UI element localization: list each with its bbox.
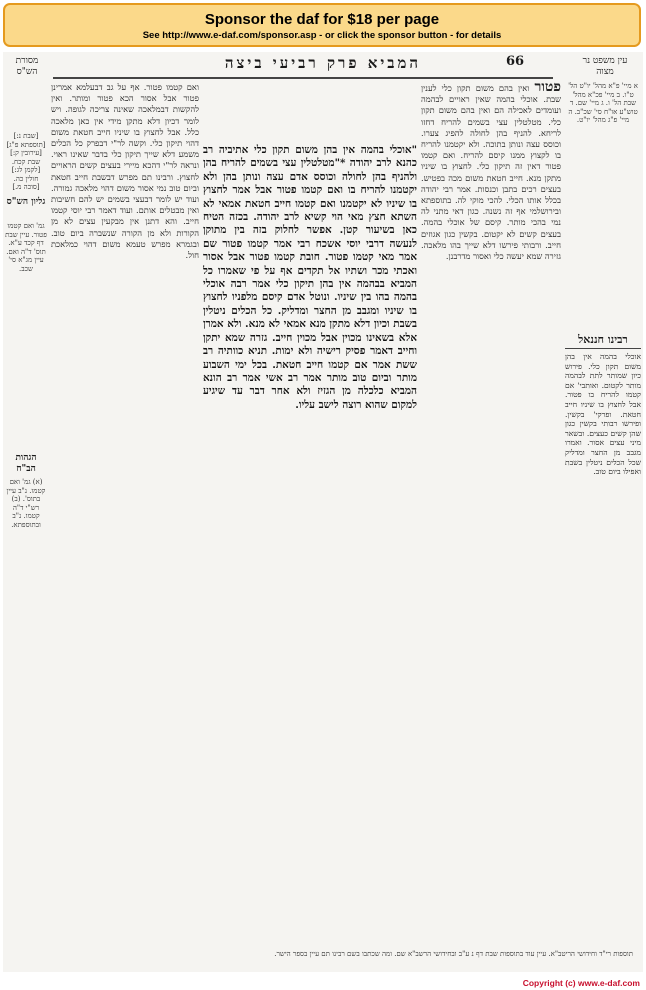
rabbeinu-chananel-heading: רבינו חננאל — [578, 333, 628, 346]
ein-mishpat-heading: עין משפט נר מצוה — [582, 56, 628, 77]
rashi-text: ואין בהם משום תקון כלי לענין שבת. אוכלי בהמה שאין ראויים לבהמה ועומדים לאכילה הם ואין בהם משום תקון כלי. מטלטלין עצי בשמים להריח דחזו לריחא. להניף בהן לחולה להפיג צערו. וכוסס עצה ונותן בתוכה. ולא יקטמנו להריח בו לקצוץ ממנו קיסם להריח. ואם קטמו פטור דאין זה תיקון כלי. לחצוץ בו שיניו מתקן מנא. חייב חטאת משום מכה בפטיש. בעצים רכים בתבן וכנסות. אמר רבי יהודה בכלל אותו הכלי. להכי מוקי לה. בתוספתא ובירושלמי אף זה נשנה. כגון דאי מתני לה נמי בהכי מותר. קיסם של אוכלי בהמה. בעצים קשים לא יקטום. בקשין כגון אגוזים חייב. ורבותי פירשו דלא שייך בהו מלאכה. גזירה שמא יעשה כלי ואסור מדרבנן. — [421, 83, 561, 262]
gemara-column: "אוכלי בהמה אין בהן משום תקון כלי אתיביה רב כהנא לרב יהודה *"מטלטלין עצי בשמים להריח בהן ולהניף בהן לחולה וכוסס אדם עצה ונותן בהן ולא יקטמנו להריח בו ואם קטמו פטור אבל אמר לחצוץ בו שיניו לא יקטמנו ואם קטמו חייב חטאת אמאי לא השתא חצץ מאי הוי קשיא לרב יהודה. בכזה הטיח כאן בשיעור קטן. אפשר לחלוק בזה בין מתוקן לנעשה דרבי יוסי אשכח רבי אמר קטמו פטור שם אמר מאי קטמו פטור. חובת קטמו פטור אבל אסור ואכתי מכר ושתיו אל תקדים אף על פי שאמרו כל המביא בבהמה אין בהן תיקון כלי אמר רבה אוכלי בהמה בהו בין שיניו. ונוטל אדם קיסם מלפניו לחצוץ בו שיניו ומגבב מן החצר ומדליק. כל הכלים ניטלין בשבת וכיון דלא מתקן מנא אמאי לא מנא. ולא אמרן אלא בשאינו מכוין אבל מכוין חייב. גזרה שמא יתקן וחייב דאמר פסיק רישיה ולא ימות. תניא כוותיה רב ששת אמר אם קטמו חייב חטאת. בכל ימי השבוע מותר וביום טוב מותר אמר רב אשי אמר רב הונא המביא כלכלה מן הגזיז ולא אחר דבר עד שיגיע למקום שהוא רוצה לישב עליו. — [203, 144, 417, 411]
rabbeinu-chananel-column: אוכלי בהמה אין בהן משום תקון כלי. פירוש כיון שמותר לתת לבהמה מותר לקטום. ואותבי' אם קטמו להריח בו פטור. אבל לחצוץ בו שיניו חייב חטאת. ופרקי' בקשין. ופירשו רבותי בקשין כגון שהן קשים כעצים. ובשאר מיני עצים אסור. ואמרו מגבב מן החצר ומדליק שכל הכלים ניטלין בשבת ואפילו ביום טוב. — [565, 352, 641, 477]
hagahot-heading: הגהות הב"ח — [15, 453, 37, 474]
header-rule — [53, 77, 553, 79]
rashi-column — [421, 82, 561, 942]
sponsor-title[interactable]: Sponsor the daf for $18 per page — [204, 11, 440, 28]
page-footnote: תוספות רי"ד וחידושי הריטב"א. עיין עוד בתוספות שבת דף נ ע"ב ובחידושי הרשב"א שם. ומה שכתבו בשם רבינו תם עיין בספר הישר. — [274, 950, 633, 958]
ein-mishpat-notes: א מיי' פ"א מהל' יו"ט הל' ט"ו. ב מיי' פכ"א מהל' שבת הל' ו. ג מיי' שם. ד טוש"ע או"ח סי' שכ"ב. ה מיי' פ"ג מהל' יו"ט. — [568, 82, 638, 124]
patur-heading: פטור — [534, 82, 561, 95]
chananel-rule — [565, 348, 641, 349]
sponsor-banner[interactable] — [3, 3, 641, 47]
mesoret-heading: מסורת הש"ס — [15, 56, 39, 77]
gilyon-heading: גליון הש"ס — [6, 197, 46, 207]
page-number: 66 — [506, 54, 525, 69]
copyright-link[interactable]: Copyright (c) www.e-daf.com — [522, 978, 640, 988]
tosafot-column: ואם קטמו פטור. אף על גב דבעלמא אמרינן פטור אבל אסור הכא פטור ומותר. ואין להקשות דבמלאכה שאינה צריכה לגופה. ויש לומר דכיון דלא מתקן מידי אין כאן מלאכה כלל. אבל לחצוץ בו שיניו חייב חטאת משום דהוי תיקון כלי. וקשה לר"י דבפרק כל הכלים משמע דלא שייך תיקון כלי בדבר שאינו ראוי. ונראה לר"י דהכא מיירי בעצים קשים הראויים לחצוץ. ורבינו תם מפרש דבשבת חייב חטאת וביום טוב נמי אסור משום דהוי מלאכה גמורה. ועוד יש לומר דבעצי בשמים יש להם חשיבות ואין מבטלים אותם. ועוד דאמר רבי יוסי קטמו חייב. והא דתנן אין מבקעין עצים לא מן הקורות ולא מן הקורה שנשברה ביום טוב. ובגמרא מפרש טעמא משום דהוי כמלאכת חול. — [51, 82, 199, 261]
mesoret-notes: [שבת נ:] [תוספתא פ"ג] [עירובין ק:] שבת קכח. [לקמן לג:] חולין כה. [סוכה מ.] — [6, 132, 46, 191]
sponsor-subtitle[interactable]: See http://www.e-daf.com/sponsor.asp - or click the sponsor button - for details — [142, 30, 502, 41]
masechta-title: המביא פרק רביעי ביצה — [224, 54, 422, 72]
gilyon-notes: גמ' ואם קטמו פטור. עיין שבת דף קכד ע"א. תוס' ד"ה ואם. עיין מג"א סי' שכב. — [5, 222, 47, 273]
hagahot-notes: (א) גמ' ואם קטמו. נ"ב עיין בתוס'. (ב) רש"י ד"ה קטמו. נ"ב ובתוספתא. — [6, 478, 46, 529]
talmud-page — [3, 52, 643, 972]
